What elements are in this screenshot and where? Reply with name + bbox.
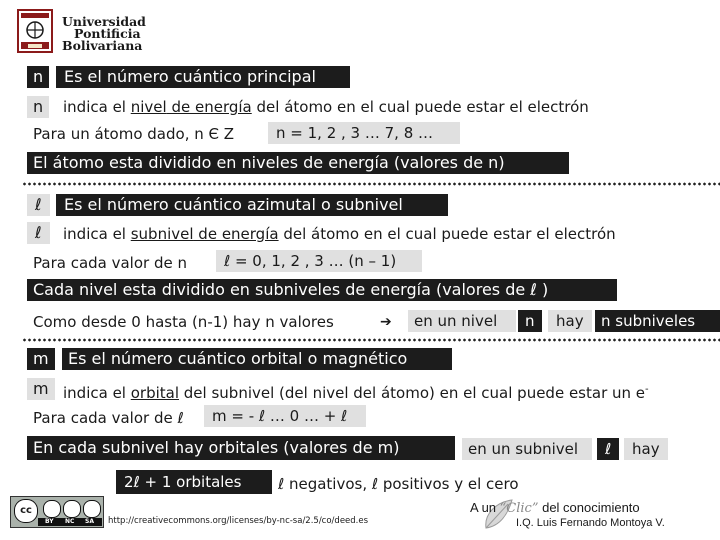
attribution-icon xyxy=(43,500,61,518)
l-sub-box-nivel: en un nivel xyxy=(408,310,516,332)
keyword-nivel: nivel xyxy=(130,98,167,116)
sa-label: SA xyxy=(85,518,94,525)
n-description: indica el nivel de energía del átomo en el cual puede estar el electrón xyxy=(63,98,589,116)
university-logo xyxy=(16,8,146,58)
m-orbitals-box: 2ℓ + 1 orbitales xyxy=(116,470,272,494)
m-title-box: Es el número cuántico orbital o magnético xyxy=(62,348,452,370)
keyword-subnivel: subnivel xyxy=(130,225,194,243)
keyword-orbital: orbital xyxy=(130,384,180,402)
l-sub-hay: hay xyxy=(548,310,592,332)
l-sub-n: n xyxy=(518,310,542,332)
m-box-hay: hay xyxy=(624,438,668,460)
author-name: I.Q. Luis Fernando Montoya V. xyxy=(516,517,665,529)
m-range-label: Para cada valor de ℓ xyxy=(33,409,184,427)
l-range-label: Para cada valor de n xyxy=(33,254,187,272)
university-name-line1: Universidad xyxy=(62,14,146,29)
by-label: BY xyxy=(45,518,54,525)
nc-label: NC xyxy=(65,518,75,525)
n-symbol-box: n xyxy=(27,66,49,88)
m-range-values: m = - ℓ … 0 … + ℓ xyxy=(204,405,366,427)
n-range-label: Para un átomo dado, n Є Z xyxy=(33,125,235,143)
l-sub-box-subniveles: n subniveles xyxy=(595,310,720,332)
l-sub-text: Como desde 0 hasta (n-1) hay n valores xyxy=(33,313,334,331)
l-symbol-box: ℓ xyxy=(27,194,50,216)
m-box-l: ℓ xyxy=(597,438,619,460)
m-description: indica el orbital del subnivel (del nivel del átomo) en el cual puede estar un e- xyxy=(63,384,649,402)
l-symbol-desc: ℓ xyxy=(27,222,50,244)
university-name-line3: Bolivariana xyxy=(62,38,143,53)
n-title-box: Es el número cuántico principal xyxy=(56,66,350,88)
university-seal-icon xyxy=(16,8,54,54)
license-link[interactable]: http://creativecommons.org/licenses/by-nc-sa/2.5/co/deed.es xyxy=(108,516,369,526)
cc-icon: cc xyxy=(14,499,38,523)
section-divider xyxy=(22,338,720,342)
l-range-values: ℓ = 0, 1, 2 , 3 … (n – 1) xyxy=(216,250,422,272)
l-description: indica el subnivel de energía del átomo en el cual puede estar el electrón xyxy=(63,225,616,243)
m-symbol-box: m xyxy=(27,348,55,370)
noncommercial-icon xyxy=(63,500,81,518)
cc-license-badge[interactable] xyxy=(10,496,104,528)
l-summary-box: Cada nivel esta dividido en subniveles de energía (valores de ℓ ) xyxy=(27,279,617,301)
sharealike-icon xyxy=(83,500,101,518)
m-box-subnivel: en un subnivel xyxy=(462,438,592,460)
n-symbol-desc: n xyxy=(27,96,49,118)
m-orbitals-note: ℓ negativos, ℓ positivos y el cero xyxy=(278,475,519,493)
section-divider xyxy=(22,182,720,186)
n-range-values: n = 1, 2 , 3 … 7, 8 … xyxy=(268,122,460,144)
m-summary-box: En cada subnivel hay orbitales (valores de m) xyxy=(27,436,455,460)
n-summary-box: El átomo esta dividido en niveles de energía (valores de n) xyxy=(27,152,569,174)
m-symbol-desc: m xyxy=(27,378,55,400)
tagline: A un “Clic” del conocimiento xyxy=(470,500,640,516)
arrow-right-icon: ➔ xyxy=(380,314,392,330)
l-title-box: Es el número cuántico azimutal o subnivel xyxy=(56,194,448,216)
university-name-line2: Pontificia xyxy=(74,26,141,41)
